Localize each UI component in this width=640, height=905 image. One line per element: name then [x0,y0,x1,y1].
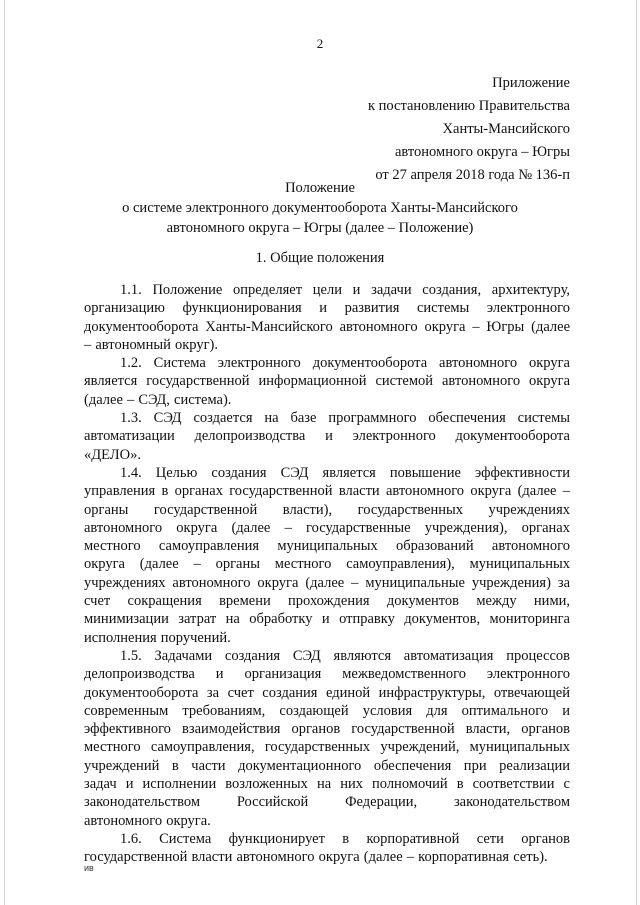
paragraph-line: 1.2. Система электронного документооборота автономного округа [120,355,570,372]
paragraph [84,464,570,647]
paragraph-line: организацию функционирования и развития системы электронного [84,300,570,317]
paragraph-line: управления в органах государственной власти автономного округа (далее – [84,483,570,500]
title-line: Положение [285,180,355,196]
footer-mark: ив [84,863,94,873]
section-heading: 1. Общие положения [255,250,385,266]
paragraph-line: документооборота Ханты-Мансийского автономного округа – Югры (далее [84,318,570,335]
appendix-line: автономного округа – Югры [394,144,570,160]
paragraph-line: является государственной информационной системой автономного округа [84,373,570,390]
paragraph-line: 1.5. Задачами создания СЭД являются автоматизация процессов [120,647,570,664]
paragraph [84,830,570,867]
appendix-line: Ханты-Мансийского [442,121,570,137]
paragraph-line: государственной власти автономного округа (далее – корпоративная сеть). [84,849,548,866]
paragraph-line: местного самоуправления, государственных учреждений, муниципальных [84,739,570,756]
paragraph-line: законодательством Российской Федерации, законодательством [84,794,570,811]
paragraph-line: счет сокращения времени прохождения документов между ними, [84,593,570,610]
paragraph-line: учреждениях автономного округа (далее – муниципальные учреждения) за [84,574,570,591]
paragraph-line: «ДЕЛО». [84,446,141,463]
paragraph [84,647,570,830]
paragraph-line: эффективного взаимодействия органов государственной власти, органов [84,721,570,738]
page-edge-right [636,0,637,905]
paragraph-line: 1.3. СЭД создается на базе программного обеспечения системы [120,410,570,427]
appendix-line: Приложение [492,75,570,91]
appendix-line: к постановлению Правительства [368,98,570,114]
paragraph-line: 1.4. Целью создания СЭД является повышение эффективности [120,464,570,481]
paragraph-line: исполнения поручений. [84,629,231,646]
paragraph-line: органы государственной власти), государственных учреждениях [84,501,570,518]
paragraph-line: 1.1. Положение определяет цели и задачи создания, архитектуру, [120,282,570,298]
paragraph-line: учреждений в части документационного обеспечения при реализации [84,757,570,774]
paragraph-line: (далее – СЭД, система). [84,391,232,408]
appendix-line: от 27 апреля 2018 года № 136-п [375,167,570,183]
document-title [0,178,640,238]
paragraph [84,354,570,409]
page-number: 2 [316,36,324,51]
body-text [84,281,570,867]
paragraph-line: минимизации затрат на обработку и отправку документов, мониторинга [84,611,570,628]
title-line: автономного округа – Югры (далее – Положение) [166,220,474,236]
paragraph-line: делопроизводства и организация межведомственного электронного [84,666,570,683]
appendix-block [368,72,570,187]
paragraph-line: документооборота за счет создания единой инфраструктуры, отвечающей [84,684,570,701]
page-edge-left [4,0,5,905]
paragraph-line: местного самоуправления муниципальных образований автономного [84,538,570,555]
paragraph-line: задач и исполнении возложенных на них полномочий в соответствии с [84,776,570,793]
paragraph [84,281,570,354]
paragraph-line: современным требованиям, создающей условия для оптимального и [84,702,570,719]
paragraph-line: автономного округа (далее – государственные учреждения), органах [84,519,570,536]
paragraph-line: автоматизации делопроизводства и электронного документооборота [84,428,570,445]
paragraph [84,409,570,464]
paragraph-line: автономного округа. [84,812,211,829]
paragraph-line: – автономный округ). [84,336,218,353]
paragraph-line: 1.6. Система функционирует в корпоративной сети органов [120,830,570,847]
paragraph-line: округа (далее – органы местного самоуправления), муниципальных [84,556,570,573]
title-line: о системе электронного документооборота Ханты-Мансийского [122,200,518,216]
